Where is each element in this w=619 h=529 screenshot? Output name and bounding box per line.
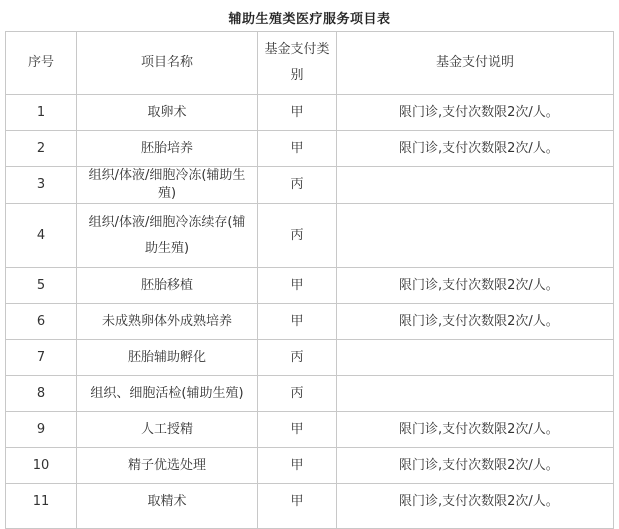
- cell-item-name: 胚胎培养: [77, 131, 258, 167]
- cell-item-name: 人工授精: [77, 412, 258, 448]
- cell-number: 9: [6, 412, 77, 448]
- cell-fund-category: 甲: [258, 268, 337, 304]
- cell-item-name: 组织、细胞活检(辅助生殖): [77, 376, 258, 412]
- cell-fund-category: 甲: [258, 448, 337, 484]
- page-title: 辅助生殖类医疗服务项目表: [228, 12, 391, 27]
- table-row: [6, 448, 614, 484]
- table-row: [6, 204, 614, 268]
- table-row: [6, 304, 614, 340]
- cell-fund-note: 限门诊,支付次数限2次/人。: [337, 131, 614, 167]
- cell-fund-category: 丙: [258, 340, 337, 376]
- cell-number: 7: [6, 340, 77, 376]
- cell-fund-note: 限门诊,支付次数限2次/人。: [337, 484, 614, 529]
- cell-number: 3: [6, 167, 77, 204]
- cell-number: 6: [6, 304, 77, 340]
- cell-fund-category: 甲: [258, 95, 337, 131]
- cell-number: 8: [6, 376, 77, 412]
- cell-item-name: 精子优选处理: [77, 448, 258, 484]
- table-row: [6, 484, 614, 529]
- cell-fund-note: 限门诊,支付次数限2次/人。: [337, 448, 614, 484]
- cell-fund-note: 限门诊,支付次数限2次/人。: [337, 268, 614, 304]
- cell-fund-note: 限门诊,支付次数限2次/人。: [337, 304, 614, 340]
- cell-fund-note: 限门诊,支付次数限2次/人。: [337, 95, 614, 131]
- table-row: [6, 376, 614, 412]
- table-row: [6, 95, 614, 131]
- cell-fund-category: 丙: [258, 376, 337, 412]
- cell-number: 5: [6, 268, 77, 304]
- cell-number: 4: [6, 204, 77, 268]
- fee-table: [5, 31, 614, 529]
- cell-number: 11: [6, 484, 77, 529]
- cell-item-name: 未成熟卵体外成熟培养: [77, 304, 258, 340]
- cell-item-name: 组织/体液/细胞冷冻(辅助生殖): [77, 167, 258, 204]
- cell-number: 1: [6, 95, 77, 131]
- header-fund-note: 基金支付说明: [337, 32, 614, 95]
- cell-fund-category: 甲: [258, 131, 337, 167]
- cell-fund-note: 限门诊,支付次数限2次/人。: [337, 412, 614, 448]
- table-row: [6, 268, 614, 304]
- header-number: 序号: [6, 32, 77, 95]
- cell-number: 10: [6, 448, 77, 484]
- cell-fund-note: [337, 167, 614, 204]
- cell-fund-category: 丙: [258, 167, 337, 204]
- cell-item-name: 取卵术: [77, 95, 258, 131]
- table-row: [6, 167, 614, 204]
- cell-fund-category: 甲: [258, 304, 337, 340]
- header-fund-category: 基金支付类别: [258, 32, 337, 95]
- cell-fund-note: [337, 204, 614, 268]
- cell-item-name: 组织/体液/细胞冷冻续存(辅助生殖): [77, 204, 258, 268]
- header-item-name: 项目名称: [77, 32, 258, 95]
- cell-fund-category: 甲: [258, 484, 337, 529]
- cell-item-name: 胚胎辅助孵化: [77, 340, 258, 376]
- table-row: [6, 340, 614, 376]
- table-header-row: [6, 32, 614, 95]
- table-row: [6, 131, 614, 167]
- cell-fund-category: 甲: [258, 412, 337, 448]
- cell-item-name: 胚胎移植: [77, 268, 258, 304]
- cell-fund-note: [337, 376, 614, 412]
- cell-fund-note: [337, 340, 614, 376]
- cell-fund-category: 丙: [258, 204, 337, 268]
- cell-number: 2: [6, 131, 77, 167]
- table-row: [6, 412, 614, 448]
- cell-item-name: 取精术: [77, 484, 258, 529]
